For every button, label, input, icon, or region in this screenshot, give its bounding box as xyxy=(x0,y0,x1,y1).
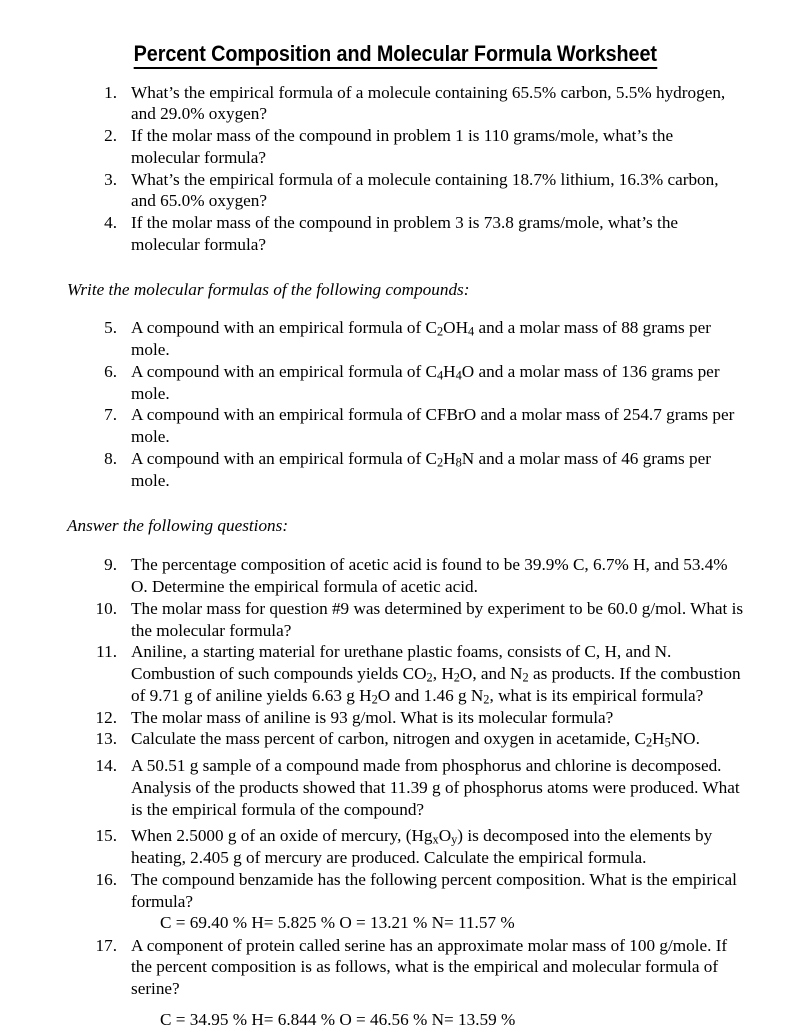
list-item-number: 14. xyxy=(95,756,117,776)
list-item-number: 1. xyxy=(104,82,117,102)
list-item-number: 8. xyxy=(104,448,117,468)
list-item-text: A compound with an empirical formula of CFBrO and a molar mass of 254.7 grams per mole. xyxy=(131,405,735,447)
list-item xyxy=(0,869,791,913)
list-item xyxy=(0,554,791,598)
list-item-text: If the molar mass of the compound in problem 3 is 73.8 grams/mole, what’s the molecular formula? xyxy=(131,213,679,254)
list-item xyxy=(0,755,791,820)
list-item-number: 12. xyxy=(95,707,117,727)
list-item-text: What’s the empirical formula of a molecule containing 65.5% carbon, 5.5% hydrogen, and 29.0% oxygen? xyxy=(131,82,726,124)
list-item xyxy=(0,825,791,869)
list-item-number: 11. xyxy=(96,642,117,662)
list-item xyxy=(0,707,791,729)
list-item xyxy=(0,935,791,1000)
chemical-formula: $C_2H_8N$ xyxy=(425,448,475,470)
page-title: Percent Composition and Molecular Formula Worksheet xyxy=(134,42,657,69)
chemical-formula: CFBrO xyxy=(425,405,477,425)
composition-line-serine: C = 34.95 % H= 6.844 % O = 46.56 % N= 13.59 % xyxy=(160,1009,516,1029)
list-item-text: The compound benzamide has the following percent composition. What is the empirical formula? xyxy=(131,869,737,911)
question-list-group-3-tail xyxy=(0,935,791,1000)
list-item xyxy=(0,598,791,642)
list-item-text: The percentage composition of acetic acid is found to be 39.9% C, 6.7% H, and 53.4% O. Determine the empirical formula of acetic acid. xyxy=(131,555,728,597)
chemical-formula: $C_2OH_4$ xyxy=(425,318,475,340)
page-title-container xyxy=(0,0,791,69)
list-item-number: 4. xyxy=(104,213,117,233)
list-item-number: 10. xyxy=(95,598,117,618)
chemical-formula: $C_4H_4O$ xyxy=(425,361,475,383)
list-item xyxy=(0,82,791,126)
list-item-text: If the molar mass of the compound in problem 1 is 110 grams/mole, what’s the molecular formula? xyxy=(131,126,674,167)
question-list-group-2 xyxy=(0,317,791,491)
list-item-number: 6. xyxy=(104,361,117,381)
list-item xyxy=(0,212,791,256)
list-item-text: A compound with an empirical formula of $C_2OH_4$ and a molar mass of 88 grams per mole. xyxy=(131,318,711,360)
section-heading-answer-questions: Answer the following questions: xyxy=(67,516,289,536)
list-item-number: 15. xyxy=(95,826,117,846)
composition-line-benzamide: C = 69.40 % H= 5.825 % O = 13.21 % N= 11.57 % xyxy=(160,913,515,933)
list-item xyxy=(0,317,791,361)
list-item-number: 7. xyxy=(104,405,117,425)
list-item-number: 13. xyxy=(95,729,117,749)
list-item-number: 2. xyxy=(104,126,117,146)
list-item-number: 16. xyxy=(95,869,117,889)
list-item xyxy=(0,641,791,706)
list-item-text: The molar mass of aniline is 93 g/mol. What is its molecular formula? xyxy=(131,707,614,727)
list-item xyxy=(0,361,791,405)
list-item-text: Calculate the mass percent of carbon, nitrogen and oxygen in acetamide, $C_2H_5NO$. xyxy=(131,729,700,751)
list-item xyxy=(0,728,791,750)
list-item xyxy=(0,404,791,448)
list-item xyxy=(0,125,791,169)
list-item-number: 3. xyxy=(104,169,117,189)
list-item-number: 17. xyxy=(95,935,117,955)
list-item-number: 9. xyxy=(104,555,117,575)
list-item-text: The molar mass for question #9 was determined by experiment to be 60.0 g/mol. What is the molecular formula? xyxy=(131,598,744,640)
list-item-text: Aniline, a starting material for urethane plastic foams, consists of C, H, and N. Combustion of such compounds yields $CO_2$, $H_2O$, and $N_2$ as products. If the combustion of 9.71 g of aniline yields 6.63 g $H_2O$ and 1.46 g $N_2$, what is its empirical formula? xyxy=(131,642,741,707)
list-item-text: A 50.51 g sample of a compound made from phosphorus and chlorine is decomposed. Analysis of the products showed that 11.39 g of phosphorus atoms were produced. What is the empirical formula of the compound? xyxy=(131,756,740,819)
list-item-text: When 2.5000 g of an oxide of mercury, $(Hg_xO_y)$ is decomposed into the elements by heating, 2.405 g of mercury are produced. Calculate the empirical formula. xyxy=(131,826,713,868)
section-heading-write-formulas: Write the molecular formulas of the following compounds: xyxy=(67,279,470,299)
question-list-group-3 xyxy=(0,554,791,912)
list-item xyxy=(0,448,791,492)
list-item-number: 5. xyxy=(104,318,117,338)
question-list-group-1 xyxy=(0,82,791,256)
list-item-text: What’s the empirical formula of a molecule containing 18.7% lithium, 16.3% carbon, and 65.0% oxygen? xyxy=(131,169,719,211)
list-item-text: A compound with an empirical formula of $C_4H_4O$ and a molar mass of 136 grams per mole. xyxy=(131,361,720,403)
list-item xyxy=(0,169,791,213)
list-item-text: A compound with an empirical formula of $C_2H_8N$ and a molar mass of 46 grams per mole. xyxy=(131,448,711,490)
list-item-text: A component of protein called serine has an approximate molar mass of 100 g/mole. If the percent composition is as follows, what is the empirical and molecular formula of serine? xyxy=(131,935,728,999)
